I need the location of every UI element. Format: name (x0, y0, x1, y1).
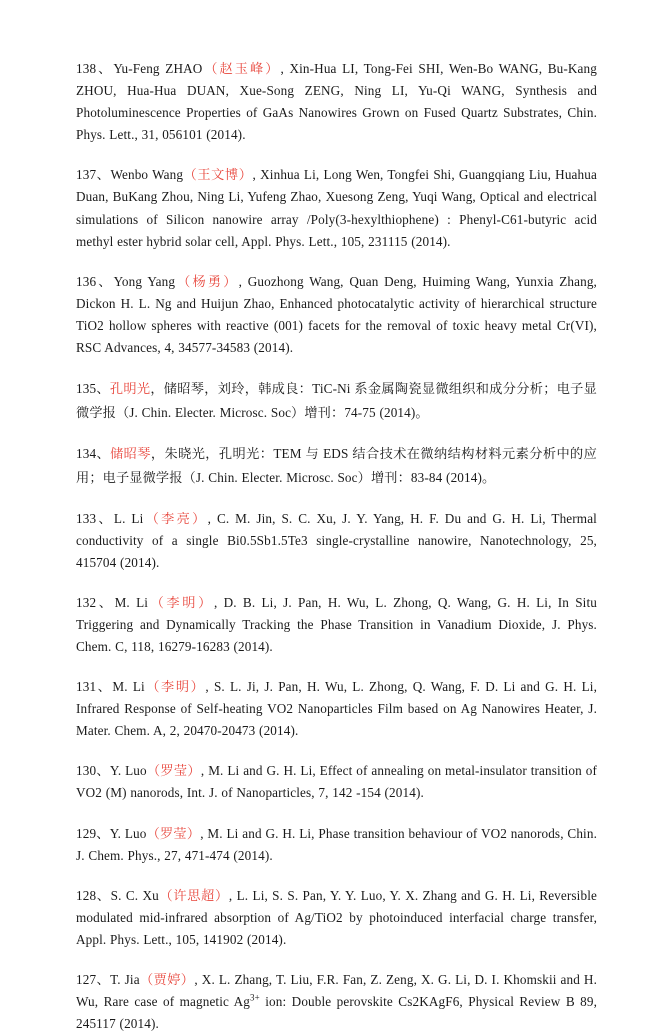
reference-chinese-name: 李明 (166, 594, 199, 610)
reference-paren-close: ） (215, 887, 229, 903)
reference-paren-open: （ (146, 763, 161, 779)
reference-paren-open: （ (143, 510, 162, 526)
reference-separator: 、 (96, 825, 110, 841)
reference-entry-135 (76, 377, 597, 424)
reference-chinese-name: 罗莹 (160, 763, 188, 779)
reference-paren-open: （ (139, 972, 154, 987)
reference-number: 131 (76, 679, 97, 695)
reference-number: 132 (76, 594, 97, 610)
reference-lead-author: T. Jia (110, 972, 140, 987)
superscript-charge: 3+ (250, 992, 260, 1003)
reference-entry-128 (76, 885, 597, 951)
reference-paren-close: ） (187, 763, 201, 779)
reference-lead-author: Wenbo Wang (110, 167, 184, 183)
reference-entry-133 (76, 508, 597, 574)
reference-paren-open: （ (175, 273, 193, 289)
reference-citation-text: , D. B. Li, J. Pan, H. Wu, L. Zhong, Q. Wang, G. H. Li, In Situ Triggering and Dynamically Tracking the Phase Transition in Vanadium Dioxide, J. Phys. Chem. C, 118, 16279-16283 (2014). (76, 594, 597, 654)
reference-paren-open: （ (202, 61, 220, 76)
reference-paren-close: ） (265, 61, 281, 76)
reference-paren-open: （ (158, 887, 174, 903)
reference-citation-text: , Xinhua Li, Long Wen, Tongfei Shi, Guangqiang Liu, Huahua Duan, BuKang Zhou, Ning Li, Yufeng Zhao, Xuesong Zeng, Yuqi Wang, Optical and electrical simulations of Silicon nanowire array /Poly(3-hexylthiophene) : Phenyl-C61-butyric acid methyl ester hybrid solar cell, Appl. Phys. Lett., 105, 231115 (2014). (76, 167, 597, 249)
reference-lead-author: M. Li (112, 679, 145, 695)
reference-number: 137 (76, 167, 97, 183)
reference-lead-author: Y. Luo (109, 825, 147, 841)
reference-chinese-name: 王文博 (197, 167, 239, 183)
reference-separator: 、 (96, 446, 111, 462)
reference-paren-close: ） (186, 825, 201, 841)
reference-paren-open: （ (146, 825, 160, 841)
reference-entry-138 (76, 58, 597, 146)
reference-citation-text: ，储昭琴，刘玲，韩成良：TiC-Ni 系金属陶瓷显微组织和成分分析；电子显微学报（J. Chin. Electer. Microsc. Soc）增刊：74-75 (2014)。 (76, 381, 597, 420)
reference-number: 135 (76, 381, 97, 397)
reference-entry-136 (76, 271, 597, 359)
reference-chinese-name: 赵玉峰 (219, 61, 266, 76)
reference-chinese-name: 杨勇 (192, 273, 224, 289)
reference-lead-author: L. Li (113, 510, 144, 526)
reference-separator: 、 (96, 510, 114, 526)
reference-paren-close: ） (238, 167, 253, 183)
reference-chinese-name: 许思超 (173, 887, 216, 903)
reference-entry-137 (76, 164, 597, 252)
reference-number: 129 (76, 825, 97, 841)
reference-number: 133 (76, 510, 97, 526)
reference-separator: 、 (96, 61, 114, 76)
reference-paren-close: ） (192, 510, 208, 526)
reference-paren-close: ） (190, 679, 206, 695)
reference-citation-text: , C. M. Jin, S. C. Xu, J. Y. Yang, H. F. Du and G. H. Li, Thermal conductivity of a single Bi0.5Sb1.5Te3 single-crystalline nanowire, Nanotechnology, 25, 415704 (2014). (76, 510, 597, 570)
reference-citation-text: , S. L. Ji, J. Pan, H. Wu, L. Zhong, Q. Wang, F. D. Li and G. H. Li, Infrared Response of Self-heating VO2 Nanoparticles Film based on Ag Nanowires Heater, J. Mater. Chem. A, 2, 20470-20473 (2014). (76, 679, 597, 739)
reference-citation-text-tail: ion: Double perovskite Cs2KAgF6, Physical Review B 89, 245117 (2014). (76, 994, 598, 1032)
reference-entry-127 (76, 969, 597, 1035)
reference-citation-text: , Xin-Hua LI, Tong-Fei SHI, Wen-Bo WANG, Bu-Kang ZHOU, Hua-Hua DUAN, Xue-Song ZENG, Ning LI, Yu-Qi WANG, Synthesis and Photoluminescence Properties of GaAs Nanowires Grown on Fused Quartz Substrates, Chin. Phys. Lett., 31, 056101 (2014). (76, 61, 597, 143)
reference-chinese-name: 李亮 (161, 510, 193, 526)
reference-separator: 、 (96, 972, 111, 987)
reference-separator: 、 (96, 273, 114, 289)
reference-citation-text: ，朱晓光，孔明光：TEM 与 EDS 结合技术在微纳结构材料元素分析中的应用；电子显微学报（J. Chin. Electer. Microsc. Soc）增刊：83-84 (2014)。 (76, 446, 597, 485)
reference-number: 127 (76, 972, 97, 987)
reference-number: 136 (76, 273, 97, 289)
reference-lead-author: Y. Luo (109, 763, 147, 779)
reference-number: 130 (76, 763, 97, 779)
reference-paren-open: （ (148, 594, 167, 610)
reference-citation-text: , X. L. Zhang, T. Liu, F.R. Fan, Z. Zeng, X. G. Li, D. I. Khomskii and H. Wu, Rare case of magnetic Ag (76, 972, 598, 1010)
reference-chinese-name: 贾婷 (153, 972, 181, 987)
reference-separator: 、 (96, 679, 113, 695)
reference-number: 128 (76, 887, 97, 903)
reference-separator: 、 (96, 167, 111, 183)
reference-paren-close: ） (198, 594, 214, 610)
reference-chinese-name: 孔明光 (109, 381, 151, 397)
reference-paren-close: ） (180, 972, 195, 987)
reference-entry-131 (76, 676, 597, 742)
reference-separator: 、 (96, 763, 110, 779)
reference-lead-author: Yu-Feng ZHAO (113, 61, 203, 76)
reference-lead-author: Yong Yang (113, 273, 176, 289)
reference-entry-134 (76, 442, 597, 489)
reference-lead-author: S. C. Xu (110, 887, 159, 903)
reference-entry-132 (76, 592, 597, 658)
reference-paren-open: （ (183, 167, 198, 183)
reference-citation-text: , L. Li, S. S. Pan, Y. Y. Luo, Y. X. Zhang and G. H. Li, Reversible modulated mid-infrared absorption of Ag/TiO2 by photoinduced interfacial charge transfer, Appl. Phys. Lett., 105, 141902 (2014). (76, 887, 597, 947)
reference-chinese-name: 罗莹 (160, 825, 187, 841)
reference-number: 134 (76, 446, 97, 462)
reference-entry-129 (76, 823, 597, 867)
reference-number: 138 (76, 61, 97, 76)
reference-citation-text: , Guozhong Wang, Quan Deng, Huiming Wang, Yunxia Zhang, Dickon H. L. Ng and Huijun Zhao, Enhanced photocatalytic activity of hierarchical structure TiO2 hollow spheres with reactive (001) facets for the removal of toxic heavy metal Cr(VI), RSC Advances, 4, 34577-34583 (2014). (76, 273, 597, 356)
reference-paren-open: （ (144, 679, 162, 695)
reference-chinese-name: 李明 (161, 679, 191, 695)
reference-separator: 、 (96, 887, 111, 903)
reference-citation-text: , M. Li and G. H. Li, Effect of annealing on metal-insulator transition of VO2 (M) nanorods, Int. J. of Nanoparticles, 7, 142 -154 (2014). (76, 763, 597, 801)
reference-paren-close: ） (223, 273, 239, 289)
reference-separator: 、 (96, 381, 110, 397)
reference-separator: 、 (96, 594, 115, 610)
reference-list (76, 58, 597, 1035)
reference-chinese-name: 储昭琴 (110, 446, 151, 462)
reference-lead-author: M. Li (114, 594, 149, 610)
reference-entry-130 (76, 760, 597, 804)
reference-citation-text: , M. Li and G. H. Li, Phase transition behaviour of VO2 nanorods, Chin. J. Chem. Phys., 27, 471-474 (2014). (76, 825, 598, 863)
